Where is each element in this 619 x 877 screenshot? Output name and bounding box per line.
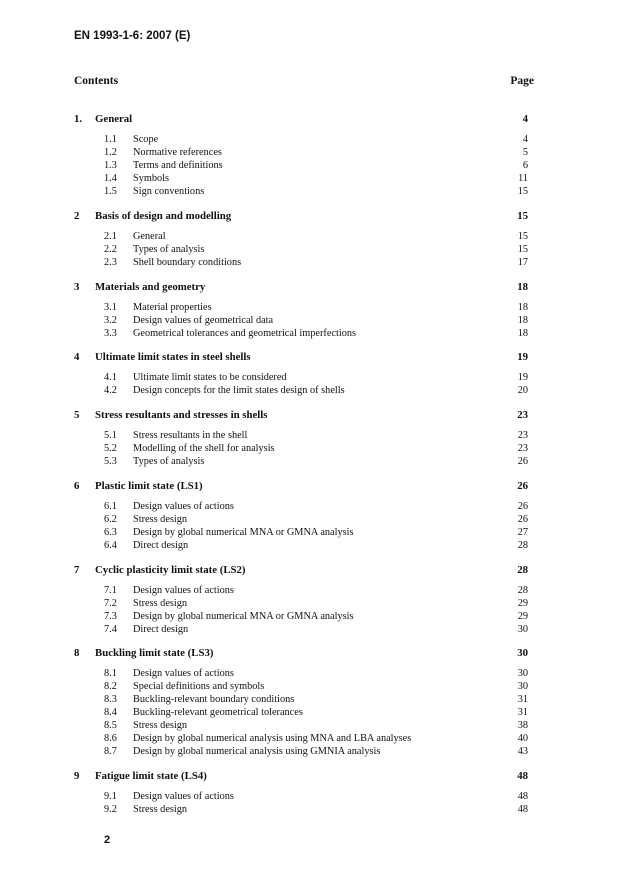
section-title: Types of analysis xyxy=(133,244,205,255)
section-title: Design values of actions xyxy=(133,668,234,679)
section-title: Sign conventions xyxy=(133,186,205,197)
chapter-title: Ultimate limit states in steel shells xyxy=(95,351,251,363)
section-number: 2.3 xyxy=(104,257,117,268)
chapter-page: 30 xyxy=(517,647,528,659)
section-number: 7.3 xyxy=(104,611,117,622)
section-title: Direct design xyxy=(133,624,189,635)
section-number: 1.1 xyxy=(104,134,117,145)
section-number: 2.2 xyxy=(104,244,117,255)
section-number: 8.2 xyxy=(104,681,117,692)
toc-section-row xyxy=(0,159,619,172)
section-page: 5 xyxy=(522,147,528,158)
section-title: General xyxy=(133,231,166,242)
section-number: 7.4 xyxy=(104,624,117,635)
toc-chapter-row xyxy=(0,480,619,493)
section-page: 40 xyxy=(517,733,528,744)
toc-section-row xyxy=(0,172,619,185)
section-page: 23 xyxy=(517,443,528,454)
toc-section-row xyxy=(0,803,619,816)
chapter-number: 6 xyxy=(74,480,80,492)
section-number: 3.2 xyxy=(104,315,117,326)
toc-section-row xyxy=(0,513,619,526)
toc-section-row xyxy=(0,371,619,384)
section-number: 6.3 xyxy=(104,527,117,538)
section-title: Design by global numerical MNA or GMNA analysis xyxy=(133,611,354,622)
toc-chapter-row xyxy=(0,210,619,223)
chapter-title: Stress resultants and stresses in shells xyxy=(95,409,268,421)
section-title: Stress design xyxy=(133,598,188,609)
section-page: 38 xyxy=(517,720,528,731)
chapter-number: 3 xyxy=(74,281,80,293)
page-column-heading: Page xyxy=(510,75,534,87)
toc-section-row xyxy=(0,429,619,442)
section-title: Buckling-relevant boundary conditions xyxy=(133,694,295,705)
toc-section-row xyxy=(0,185,619,198)
toc-section-row xyxy=(0,706,619,719)
footer-page-number: 2 xyxy=(104,834,111,846)
chapter-title: General xyxy=(95,113,133,125)
section-page: 29 xyxy=(517,598,528,609)
contents-heading: Contents xyxy=(74,75,119,87)
section-number: 6.2 xyxy=(104,514,117,525)
section-number: 5.2 xyxy=(104,443,117,454)
section-title: Special definitions and symbols xyxy=(133,681,265,692)
section-page: 31 xyxy=(517,707,528,718)
toc-chapter-row xyxy=(0,281,619,294)
toc-section-row xyxy=(0,146,619,159)
section-page: 15 xyxy=(517,231,528,242)
section-page: 28 xyxy=(517,585,528,596)
chapter-page: 15 xyxy=(517,210,528,222)
section-page: 19 xyxy=(517,372,528,383)
section-number: 8.5 xyxy=(104,720,117,731)
section-title: Design values of geometrical data xyxy=(133,315,274,326)
section-page: 18 xyxy=(517,315,528,326)
section-title: Design values of actions xyxy=(133,501,234,512)
chapter-number: 8 xyxy=(74,647,80,659)
toc-section-row xyxy=(0,133,619,146)
section-page: 15 xyxy=(517,244,528,255)
section-page: 28 xyxy=(517,540,528,551)
toc-section-row xyxy=(0,314,619,327)
section-title: Design values of actions xyxy=(133,791,234,802)
chapter-number: 7 xyxy=(74,564,80,576)
section-number: 8.3 xyxy=(104,694,117,705)
section-page: 43 xyxy=(517,746,528,757)
section-title: Stress resultants in the shell xyxy=(133,430,248,441)
section-page: 27 xyxy=(517,527,528,538)
toc-chapter-row xyxy=(0,564,619,577)
section-number: 7.2 xyxy=(104,598,117,609)
toc-chapter-row xyxy=(0,409,619,422)
section-page: 17 xyxy=(517,257,528,268)
section-number: 3.1 xyxy=(104,302,117,313)
chapter-page: 23 xyxy=(517,409,528,421)
toc-section-row xyxy=(0,526,619,539)
toc-chapter-row xyxy=(0,770,619,783)
toc-section-row xyxy=(0,539,619,552)
section-page: 18 xyxy=(517,328,528,339)
chapter-number: 1. xyxy=(74,113,83,125)
section-number: 9.2 xyxy=(104,804,117,815)
toc-section-row xyxy=(0,693,619,706)
section-number: 2.1 xyxy=(104,231,117,242)
section-title: Stress design xyxy=(133,720,188,731)
section-number: 8.7 xyxy=(104,746,117,757)
chapter-page: 4 xyxy=(522,113,528,125)
chapter-title: Cyclic plasticity limit state (LS2) xyxy=(95,564,246,576)
toc-section-row xyxy=(0,790,619,803)
section-page: 26 xyxy=(517,456,528,467)
section-page: 4 xyxy=(522,134,528,145)
section-number: 4.2 xyxy=(104,385,117,396)
chapter-number: 9 xyxy=(74,770,80,782)
toc-chapter-row xyxy=(0,113,619,126)
section-page: 23 xyxy=(517,430,528,441)
toc-section-row xyxy=(0,500,619,513)
section-title: Scope xyxy=(133,134,159,145)
toc-section-row xyxy=(0,719,619,732)
chapter-title: Buckling limit state (LS3) xyxy=(95,647,214,659)
toc-section-row xyxy=(0,455,619,468)
toc-section-row xyxy=(0,327,619,340)
toc-section-row xyxy=(0,745,619,758)
section-title: Symbols xyxy=(133,173,170,184)
section-page: 18 xyxy=(517,302,528,313)
chapter-number: 5 xyxy=(74,409,80,421)
section-page: 11 xyxy=(518,173,528,184)
chapter-number: 2 xyxy=(74,210,80,222)
chapter-page: 28 xyxy=(517,564,528,576)
section-page: 20 xyxy=(517,385,528,396)
section-number: 8.4 xyxy=(104,707,117,718)
section-page: 48 xyxy=(517,791,528,802)
document-id: EN 1993-1-6: 2007 (E) xyxy=(74,30,191,42)
toc-section-row xyxy=(0,301,619,314)
section-title: Shell boundary conditions xyxy=(133,257,242,268)
toc-section-row xyxy=(0,384,619,397)
section-number: 7.1 xyxy=(104,585,117,596)
toc-section-row xyxy=(0,623,619,636)
toc-section-row xyxy=(0,680,619,693)
section-title: Ultimate limit states to be considered xyxy=(133,372,287,383)
toc-section-row xyxy=(0,610,619,623)
section-title: Material properties xyxy=(133,302,212,313)
section-number: 1.2 xyxy=(104,147,117,158)
section-number: 6.1 xyxy=(104,501,117,512)
toc-chapter-row xyxy=(0,351,619,364)
toc-section-row xyxy=(0,243,619,256)
section-title: Geometrical tolerances and geometrical imperfections xyxy=(133,328,356,339)
section-page: 15 xyxy=(517,186,528,197)
section-page: 30 xyxy=(517,681,528,692)
chapter-page: 26 xyxy=(517,480,528,492)
section-title: Direct design xyxy=(133,540,189,551)
toc-chapter-row xyxy=(0,647,619,660)
section-title: Terms and definitions xyxy=(133,160,223,171)
toc-section-row xyxy=(0,667,619,680)
section-page: 29 xyxy=(517,611,528,622)
section-page: 6 xyxy=(522,160,528,171)
chapter-page: 19 xyxy=(517,351,528,363)
section-page: 26 xyxy=(517,501,528,512)
section-number: 5.1 xyxy=(104,430,117,441)
chapter-title: Fatigue limit state (LS4) xyxy=(95,770,207,782)
section-page: 48 xyxy=(517,804,528,815)
chapter-title: Plastic limit state (LS1) xyxy=(95,480,203,492)
section-title: Stress design xyxy=(133,514,188,525)
section-number: 9.1 xyxy=(104,791,117,802)
section-title: Buckling-relevant geometrical tolerances xyxy=(133,707,303,718)
section-number: 1.5 xyxy=(104,186,117,197)
toc-section-row xyxy=(0,732,619,745)
section-title: Types of analysis xyxy=(133,456,205,467)
chapter-number: 4 xyxy=(74,351,80,363)
section-number: 1.3 xyxy=(104,160,117,171)
section-page: 30 xyxy=(517,624,528,635)
toc-section-row xyxy=(0,597,619,610)
chapter-title: Materials and geometry xyxy=(95,281,206,293)
section-number: 8.6 xyxy=(104,733,117,744)
section-title: Modelling of the shell for analysis xyxy=(133,443,275,454)
section-number: 1.4 xyxy=(104,173,117,184)
chapter-title: Basis of design and modelling xyxy=(95,210,232,222)
toc-section-row xyxy=(0,584,619,597)
section-page: 26 xyxy=(517,514,528,525)
section-title: Normative references xyxy=(133,147,222,158)
section-number: 4.1 xyxy=(104,372,117,383)
chapter-page: 18 xyxy=(517,281,528,293)
toc-section-row xyxy=(0,256,619,269)
section-number: 8.1 xyxy=(104,668,117,679)
toc-section-row xyxy=(0,230,619,243)
section-title: Design by global numerical MNA or GMNA analysis xyxy=(133,527,354,538)
section-title: Design values of actions xyxy=(133,585,234,596)
section-title: Stress design xyxy=(133,804,188,815)
section-number: 3.3 xyxy=(104,328,117,339)
section-title: Design by global numerical analysis using GMNIA analysis xyxy=(133,746,381,757)
section-number: 6.4 xyxy=(104,540,117,551)
toc-section-row xyxy=(0,442,619,455)
section-title: Design by global numerical analysis using MNA and LBA analyses xyxy=(133,733,412,744)
section-page: 30 xyxy=(517,668,528,679)
section-title: Design concepts for the limit states design of shells xyxy=(133,385,345,396)
section-number: 5.3 xyxy=(104,456,117,467)
chapter-page: 48 xyxy=(517,770,528,782)
section-page: 31 xyxy=(517,694,528,705)
